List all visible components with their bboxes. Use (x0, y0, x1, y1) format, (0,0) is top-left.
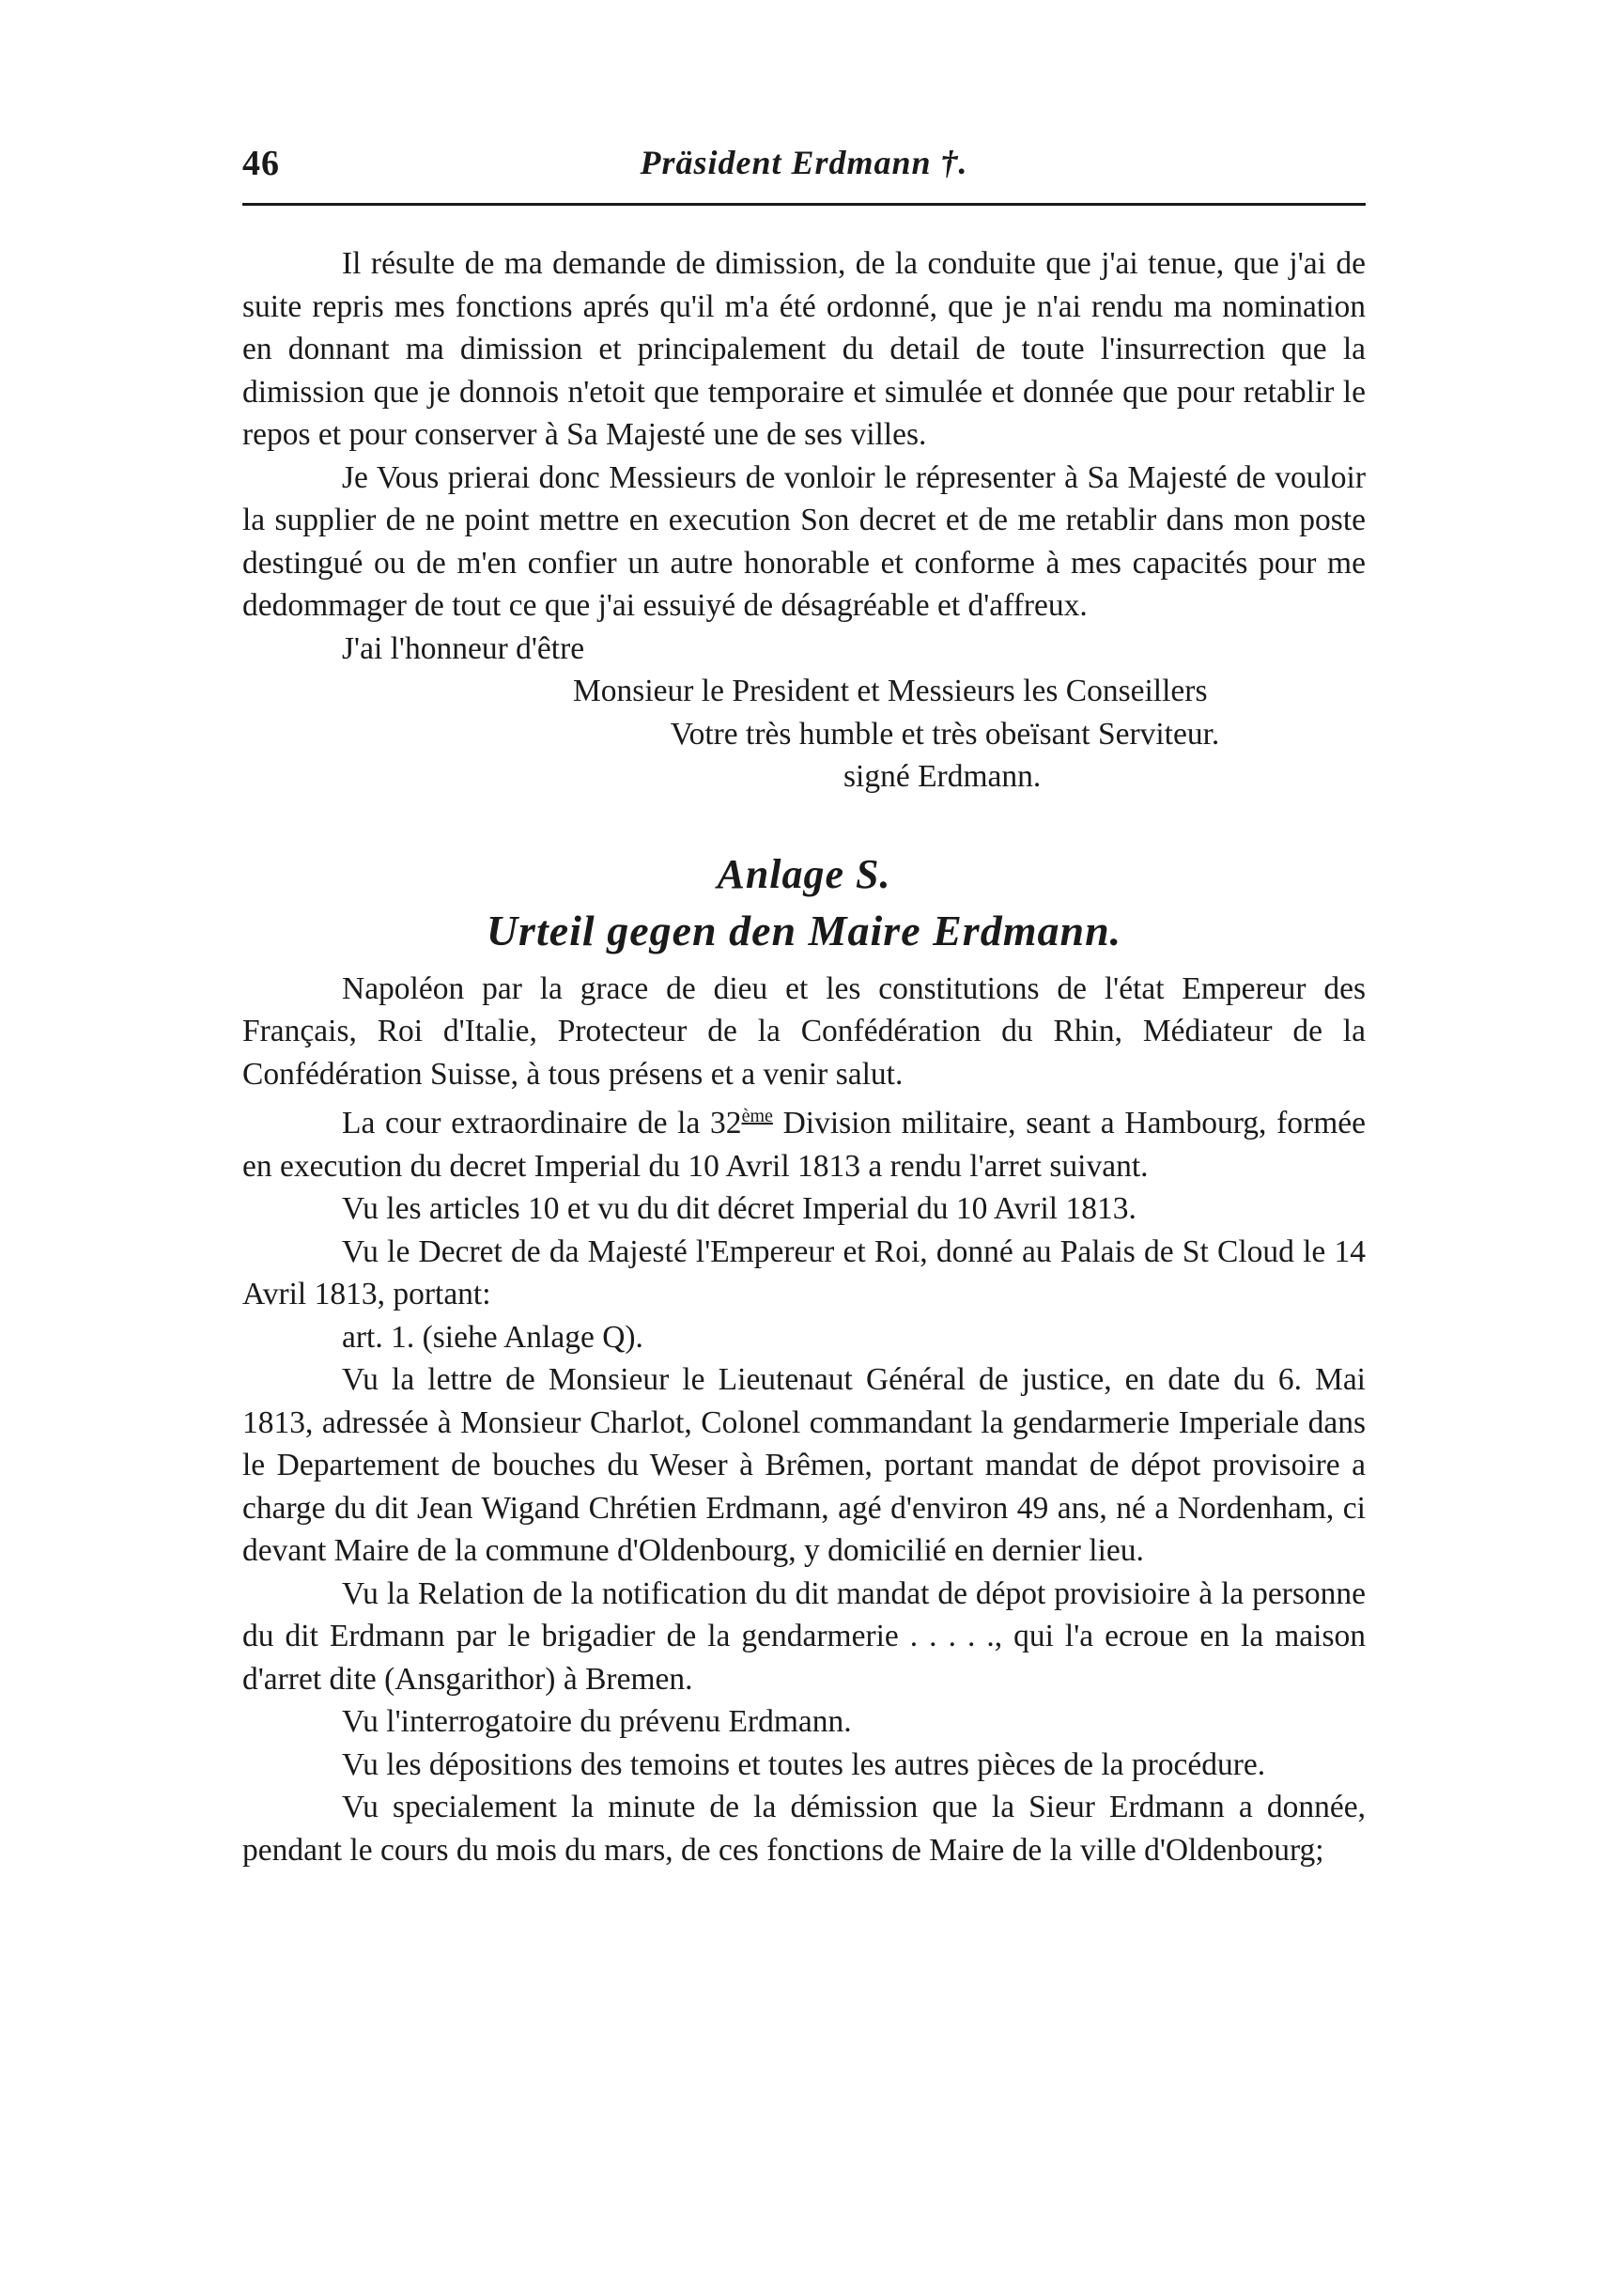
judgment-paragraph: Vu les dépositions des temoins et toutes les autres pièces de la procédure. (342, 1746, 1266, 1782)
judgment-paragraph: Vu la lettre de Monsieur le Lieutenaut Général de justice, en date du 6. Mai 1813, adressée à Monsieur Charlot, Colonel commandant la gendarmerie Imperiale dans le Departement de bouches du Weser à Brêmen, portant mandat de dépot provisoire a charge du dit Jean Wigand Chrétien Erdmann, agé d'environ 49 ans, né a Nordenham, ci devant Maire de la commune d'Oldenbourg, y domicilié en dernier lieu. (242, 1362, 1366, 1568)
judgment-paragraph: Vu specialement la minute de la démission que la Sieur Erdmann a donnée, pendant le cours du mois du mars, de ces fonctions de Maire de la ville d'Oldenbourg; (242, 1790, 1366, 1868)
running-title: Präsident Erdmann †. (640, 144, 968, 181)
letter-paragraph: Je Vous prierai donc Messieurs de vonloir le répresenter à Sa Majesté de vouloir la supplier de ne point mettre en execution Son decret et de me retablir dans mon poste destingué ou de m'en confier un autre honorable et conforme à mes capacités pour me dedommager de tout ce que j'ai essuiyé de désagréable et d'affreux. (242, 459, 1366, 623)
judgment-paragraph: art. 1. (siehe Anlage Q). (342, 1319, 643, 1355)
appendix-title: Urteil gegen den Maire Erdmann. (486, 906, 1122, 954)
letter-salutation: Monsieur le President et Messieurs les Conseillers (573, 674, 1208, 708)
judgment-text: Division militaire, seant a Hambourg, formée en execution du decret Imperial du 10 Avril 1813 a rendu l'arret suivant. (242, 1106, 1366, 1184)
letter-paragraph: Il résulte de ma demande de dimission, de la conduite que j'ai tenue, que j'ai de suite repris mes fonctions aprés qu'il m'a été ordonné, que je n'ai rendu ma nomination en donnant ma dimission et principalement du detail de toute l'insurrection que la dimission que je donnois n'etoit que temporaire et simulée et donnée que pour retablir le repos et pour conserver à Sa Majesté une de ses villes. (242, 246, 1366, 452)
letter-servant-line: Votre très humble et très obeïsant Serviteur. (670, 716, 1220, 752)
page-body (242, 242, 1366, 1871)
appendix-label: Anlage S. (717, 850, 891, 897)
letter-closing: J'ai l'honneur d'être (342, 630, 585, 666)
ordinal-suffix: ème (741, 1106, 773, 1126)
judgment-paragraph: Vu l'interrogatoire du prévenu Erdmann. (342, 1704, 852, 1739)
judgment-paragraph: Vu la Relation de la notification du dit mandat de dépot provisioire à la personne du dit Erdmann par le brigadier de la gendarmerie . . . . ., qui l'a ecroue en la maison d'arret dite (Ansgarithor) à Bremen. (242, 1575, 1366, 1697)
judgment-paragraph (242, 1095, 1366, 1187)
judgment-paragraph: Napoléon par la grace de dieu et les constitutions de l'état Empereur des Français, Roi d'Italie, Protecteur de la Confédération du Rhin, Médiateur de la Confédération Suisse, à tous présens et a venir salut. (242, 970, 1366, 1092)
page-number: 46 (242, 144, 280, 183)
judgment-paragraph: Vu le Decret de da Majesté l'Empereur et Roi, donné au Palais de St Cloud le 14 Avril 1813, portant: (242, 1233, 1366, 1311)
page-header (242, 141, 1366, 206)
letter-signature: signé Erdmann. (843, 759, 1042, 794)
judgment-text: La cour extraordinaire de la 32 (342, 1106, 742, 1140)
judgment-paragraph: Vu les articles 10 et vu du dit décret Imperial du 10 Avril 1813. (342, 1191, 1136, 1226)
